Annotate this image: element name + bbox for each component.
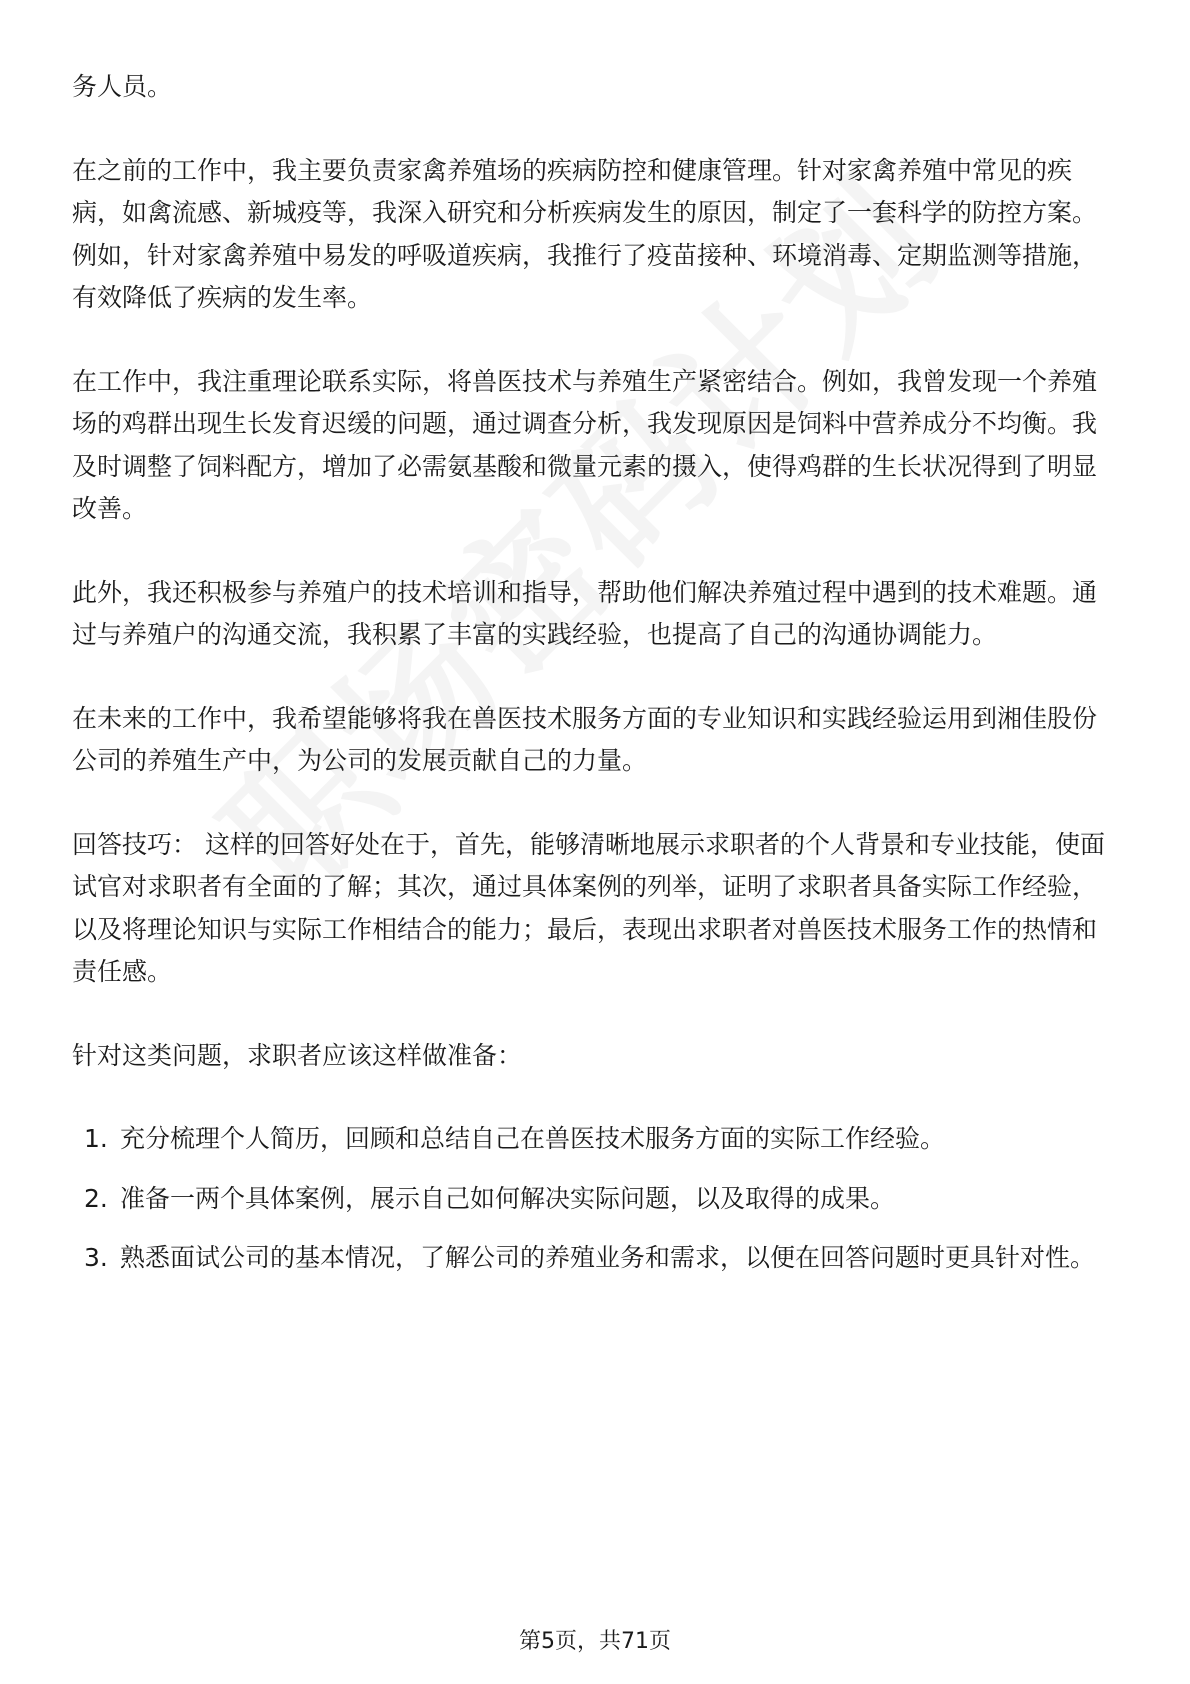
paragraph-preparation-intro: 针对这类问题，求职者应该这样做准备： xyxy=(72,1040,523,1070)
paragraph-continuation: 务人员。 xyxy=(72,72,173,101)
page-content xyxy=(72,66,1118,1297)
list-item-number: 3. xyxy=(84,1243,108,1272)
paragraph-answer-tips: 回答技巧： 这样的回答好处在于，首先，能够清晰地展示求职者的个人背景和专业技能，使面试官对求职者有全面的了解；其次，通过具体案例的列举，证明了求职者具备实际工作经验，以及将理论知识与实际工作相结合的能力；最后，表现出求职者对兽医技术服务工作的热情和责任感。 xyxy=(72,829,1105,986)
list-item xyxy=(72,1237,1118,1280)
list-item-text: 熟悉面试公司的基本情况，了解公司的养殖业务和需求，以便在回答问题时更具针对性。 xyxy=(120,1243,1096,1272)
preparation-list xyxy=(72,1118,1118,1280)
paragraph-training: 此外，我还积极参与养殖户的技术培训和指导，帮助他们解决养殖过程中遇到的技术难题。通过与养殖户的沟通交流，我积累了丰富的实践经验，也提高了自己的沟通协调能力。 xyxy=(72,577,1098,649)
list-item-number: 1. xyxy=(84,1124,108,1153)
list-item xyxy=(72,1178,1118,1221)
paragraph-previous-work: 在之前的工作中，我主要负责家禽养殖场的疾病防控和健康管理。针对家禽养殖中常见的疾病，如禽流感、新城疫等，我深入研究和分析疾病发生的原因，制定了一套科学的防控方案。例如，针对家禽养殖中易发的呼吸道疾病，我推行了疫苗接种、环境消毒、定期监测等措施，有效降低了疾病的发生率。 xyxy=(72,155,1098,312)
paragraph-future: 在未来的工作中，我希望能够将我在兽医技术服务方面的专业知识和实践经验运用到湘佳股份公司的养殖生产中，为公司的发展贡献自己的力量。 xyxy=(72,703,1098,775)
list-item xyxy=(72,1118,1118,1161)
page-number-footer: 第5页，共71页 xyxy=(519,1629,671,1654)
list-item-text: 充分梳理个人简历，回顾和总结自己在兽医技术服务方面的实际工作经验。 xyxy=(120,1124,946,1153)
list-item-number: 2. xyxy=(84,1183,108,1213)
paragraph-theory-practice: 在工作中，我注重理论联系实际，将兽医技术与养殖生产紧密结合。例如，我曾发现一个养殖场的鸡群出现生长发育迟缓的问题，通过调查分析，我发现原因是饲料中营养成分不均衡。我及时调整了饲料配方，增加了必需氨基酸和微量元素的摄入，使得鸡群的生长状况得到了明显改善。 xyxy=(72,366,1098,523)
list-item-text: 准备一两个具体案例，展示自己如何解决实际问题，以及取得的成果。 xyxy=(120,1183,896,1213)
